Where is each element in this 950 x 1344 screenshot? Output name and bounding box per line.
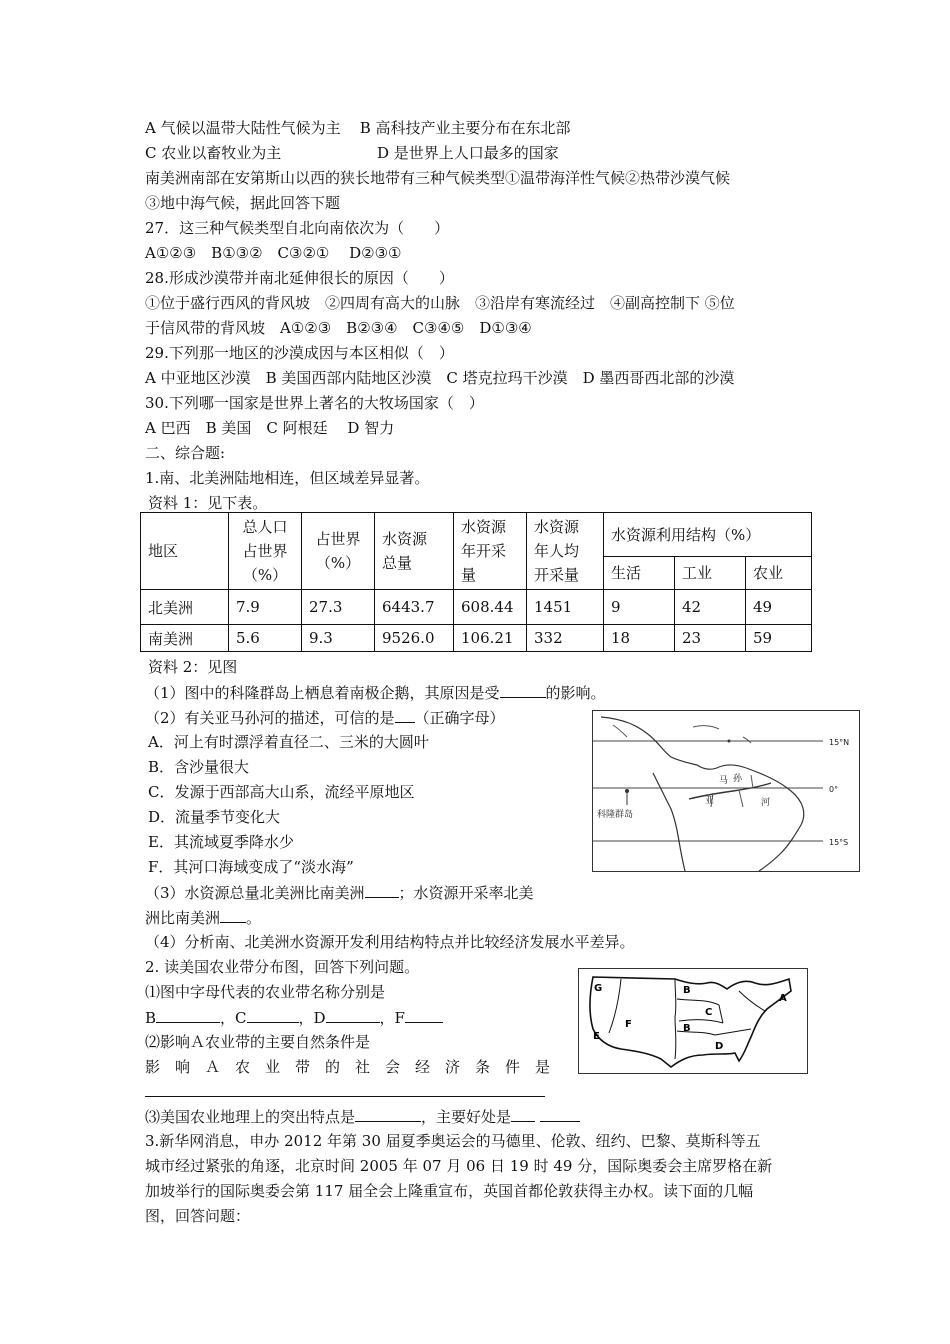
label-belt-b-south: B <box>683 1023 691 1034</box>
comprehensive-3-line3: 加坡举行的国际奥委会第 117 届全会上隆重宣布，英国首都伦敦获得主办权。读下面的几幅 <box>145 1182 754 1200</box>
comprehensive-2-q1-blanks: B ，C ，D ，F <box>145 1007 443 1028</box>
comprehensive-3-line1: 3.新华网消息，申办 2012 年第 30 届夏季奥运会的马德里、伦敦、纽约、巴黎、莫斯科等五 <box>145 1132 761 1150</box>
us-agriculture-map-drawing <box>579 969 807 1073</box>
galapagos-dot <box>625 789 629 793</box>
answer-line[interactable] <box>145 1096 545 1097</box>
label-equator: 0° <box>829 785 839 794</box>
q26-option-c: C 农业以畜牧业为主 <box>145 144 282 162</box>
south-america-map-drawing <box>593 711 859 871</box>
label-15s: 15°S <box>829 838 849 847</box>
header-domestic: 生活 <box>604 556 675 589</box>
q26-options-row2 <box>145 143 559 163</box>
comprehensive-1-q3-cont: 洲比南美洲 。 <box>145 909 262 927</box>
question-27-options: A①②③ B①③② C③②① D②③① <box>145 244 402 262</box>
comprehensive-2-q2b: 影 响 Ａ 农 业 带 的 社 会 经 济 条 件 是 <box>145 1058 551 1076</box>
header-industry: 工业 <box>675 556 746 589</box>
comprehensive-1-q4: （4）分析南、北美洲水资源开发利用结构特点并比较经济发展水平差异。 <box>145 933 635 951</box>
comprehensive-1-q2: （2）有关亚马孙河的描述，可信的是 （正确字母） <box>145 709 505 727</box>
answer-blank[interactable] <box>247 1007 299 1023</box>
answer-blank[interactable] <box>326 1007 380 1023</box>
answer-blank[interactable] <box>511 1106 535 1122</box>
q2-option-b: B．含沙量很大 <box>148 758 250 776</box>
label-belt-d: D <box>715 1041 724 1052</box>
question-28-line2: 于信风带的背风坡 A①②③ B②③④ C③④⑤ D①③④ <box>145 319 532 337</box>
label-belt-c: C <box>705 1007 713 1018</box>
amazon-river <box>689 783 771 799</box>
comprehensive-3-line2: 城市经过紧张的角逐，北京时间 2005 年 07 月 06 日 19 时 49 分，国际奥委会主席罗格在新 <box>145 1157 773 1175</box>
label-river-he: 河 <box>761 798 771 808</box>
island-dot <box>728 740 731 743</box>
header-per-capita-extraction: 水资源 年人均 开采量 <box>527 513 604 590</box>
belt-boundary-west <box>675 979 676 1059</box>
question-29-options: A 中亚地区沙漠 B 美国西部内陆地区沙漠 C 塔克拉玛干沙漠 D 墨西哥西北部的沙漠 <box>145 369 735 387</box>
answer-blank[interactable] <box>405 1007 443 1023</box>
belt-boundary-inner <box>719 1005 723 1023</box>
header-water-total: 水资源 总量 <box>375 513 454 590</box>
intro-south-america-2: ③地中海气候，据此回答下题 <box>145 194 341 212</box>
question-28: 28.形成沙漠带并南北延伸很长的原因（ ） <box>145 269 454 287</box>
comprehensive-2-q3: ⑶美国农业地理上的突出特点是 ，主要好处是 <box>145 1106 580 1127</box>
comprehensive-2-title: 2. 读美国农业带分布图，回答下列问题。 <box>145 958 420 976</box>
question-30: 30.下列哪一国家是世界上著名的大牧场国家（ ） <box>145 394 484 412</box>
answer-blank[interactable] <box>355 1106 421 1122</box>
label-galapagos: 科隆群岛 <box>597 810 634 820</box>
header-area-share: 占世界 （%） <box>302 513 375 590</box>
question-29: 29.下列那一地区的沙漠成因与本区相似（ ） <box>145 344 454 362</box>
answer-blank[interactable] <box>220 907 246 923</box>
belt-boundary-g <box>609 979 621 1033</box>
answer-blank[interactable] <box>500 682 546 698</box>
label-15n: 15°N <box>829 738 850 747</box>
coastline-east <box>601 717 804 871</box>
q2-option-a: A．河上有时漂浮着直径二、三米的大圆叶 <box>148 733 429 751</box>
answer-blank[interactable] <box>365 882 399 898</box>
q2-option-d: D．流量季节变化大 <box>148 808 281 826</box>
q26-option-b: B 高科技产业主要分布在东北部 <box>359 119 571 137</box>
belt-boundary-b <box>677 999 719 1005</box>
q2-option-c: C．发源于西部高大山系，流经平原地区 <box>148 783 415 801</box>
material-2-label: 资料 2：见图 <box>148 658 238 676</box>
table-row: 南美洲 5.6 9.3 9526.0 106.21 332 18 23 59 <box>141 625 812 652</box>
header-agriculture: 农业 <box>746 556 812 589</box>
water-resources-table <box>140 512 812 652</box>
answer-blank[interactable] <box>156 1007 220 1023</box>
label-belt-f: F <box>625 1019 632 1030</box>
header-population-share: 总人口 占世界 （%） <box>229 513 302 590</box>
q2-option-f: F．其河口海域变成了“淡水海” <box>148 858 354 876</box>
label-belt-e: E <box>593 1031 600 1042</box>
comprehensive-2-q1: ⑴图中字母代表的农业带名称分别是 <box>145 983 386 1001</box>
header-usage-structure: 水资源利用结构（%） <box>604 513 812 557</box>
label-belt-b: B <box>683 985 691 996</box>
material-1-label: 资料 1：见下表。 <box>148 494 268 512</box>
us-agriculture-map <box>578 968 808 1074</box>
comprehensive-1-q1: （1）图中的科隆群岛上栖息着南极企鹅，其原因是受 的影响。 <box>145 684 606 702</box>
answer-blank[interactable] <box>395 707 415 723</box>
label-river-sun: 孙 <box>733 774 743 784</box>
table-header-row <box>141 513 812 557</box>
q26-option-d: D 是世界上人口最多的国家 <box>377 144 559 162</box>
question-30-options: A 巴西 B 美国 C 阿根廷 D 智力 <box>145 419 395 437</box>
label-river-ya: 亚 <box>705 796 715 806</box>
belt-boundary-a <box>739 991 765 1011</box>
comprehensive-1-title: 1.南、北美洲陆地相连，但区域差异显著。 <box>145 469 430 487</box>
question-28-line1: ①位于盛行西风的背风坡 ②四周有高大的山脉 ③沿岸有寒流经过 ④副高控制下 ⑤位 <box>145 294 735 312</box>
q26-options-row1 <box>145 118 570 138</box>
intro-south-america-1: 南美洲南部在安第斯山以西的狭长地带有三种气候类型①温带海洋性气候②热带沙漠气候 <box>145 169 731 187</box>
question-27: 27．这三种气候类型自北向南依次为（ ） <box>145 219 450 237</box>
comprehensive-2-q2a: ⑵影响Ａ农业带的主要自然条件是 <box>145 1033 371 1051</box>
label-river-ma: 马 <box>719 776 729 786</box>
section-2-heading: 二、综合题: <box>145 444 226 462</box>
label-belt-a: A <box>779 993 787 1004</box>
header-region: 地区 <box>141 513 229 590</box>
comprehensive-1-q3: （3）水资源总量北美洲比南美洲 ；水资源开采率北美 <box>145 884 534 902</box>
q2-option-e: E．其流域夏季降水少 <box>148 833 294 851</box>
comprehensive-3-line4: 图，回答问题： <box>145 1207 251 1225</box>
south-america-map <box>592 710 860 872</box>
q26-option-a: A 气候以温带大陆性气候为主 <box>145 119 341 137</box>
table-row: 北美洲 7.9 27.3 6443.7 608.44 1451 9 42 49 <box>141 590 812 625</box>
label-belt-g: G <box>594 983 603 994</box>
answer-blank[interactable] <box>540 1106 580 1122</box>
header-annual-extraction: 水资源 年开采 量 <box>454 513 527 590</box>
